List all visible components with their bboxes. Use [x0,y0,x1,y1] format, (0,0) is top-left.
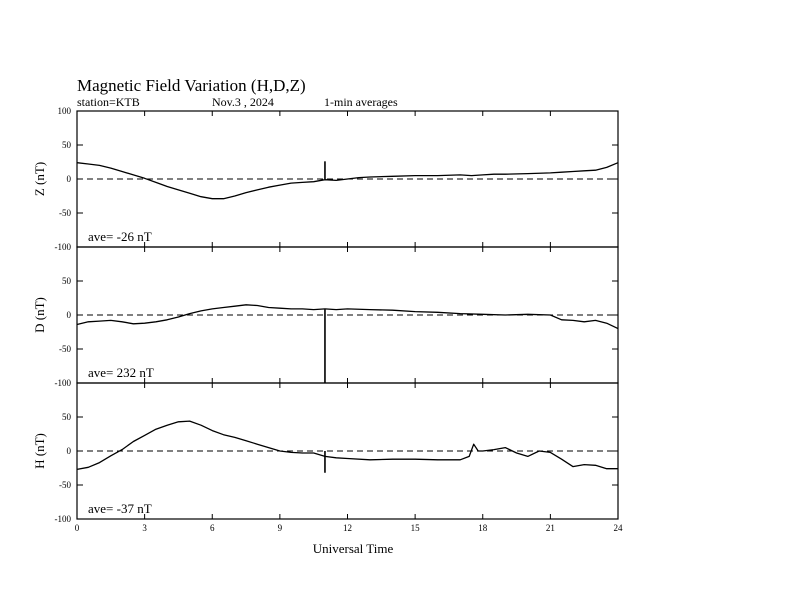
averaging-label: 1-min averages [324,95,398,109]
panel-d-ytick-label: -100 [54,378,71,388]
panel-z-ytick-label: -50 [59,208,71,218]
xtick-label: 0 [74,523,80,533]
panel-z-ytick-label: -100 [54,242,71,252]
panel-d-ylabel: D (nT) [32,297,47,333]
panel-d-ytick-label: 0 [66,310,71,320]
panel-z-series-line [77,163,618,199]
xtick-label: 12 [343,523,352,533]
panel-h-ytick-label: 50 [62,412,71,422]
station-label: station=KTB [77,95,140,109]
xtick-label: 9 [277,523,283,533]
x-axis-label: Universal Time [312,541,394,556]
panel-h-average-label: ave= -37 nT [88,501,152,516]
panel-d-series-line [77,305,618,329]
xtick-label: 18 [478,523,488,533]
panel-d-ytick-label: -50 [59,344,71,354]
panel-z-ytick-label: 0 [66,174,71,184]
panel-d-ytick-label: 50 [62,276,71,286]
panel-h-ytick-label: -100 [54,514,71,524]
xtick-label: 6 [210,523,215,533]
panel-z-ytick-label: 50 [62,140,71,150]
xtick-label: 15 [410,523,420,533]
panel-z-ylabel: Z (nT) [32,161,47,197]
panel-h-ytick-label: 0 [66,446,71,456]
panel-h-ytick-label: -50 [59,480,71,490]
panel-z-average-label: ave= -26 nT [88,229,152,244]
date-label: Nov.3 , 2024 [212,95,274,109]
panel-d-average-label: ave= 232 nT [88,365,154,380]
plot-layer [32,106,623,533]
chart-title: Magnetic Field Variation (H,D,Z) [77,76,306,95]
panel-h-ylabel: H (nT) [32,433,47,469]
xtick-label: 3 [142,523,147,533]
xtick-label: 24 [613,523,623,533]
panel-h-series-line [77,421,618,469]
xtick-label: 21 [545,523,555,533]
panel-z-ytick-label: 100 [57,106,71,116]
